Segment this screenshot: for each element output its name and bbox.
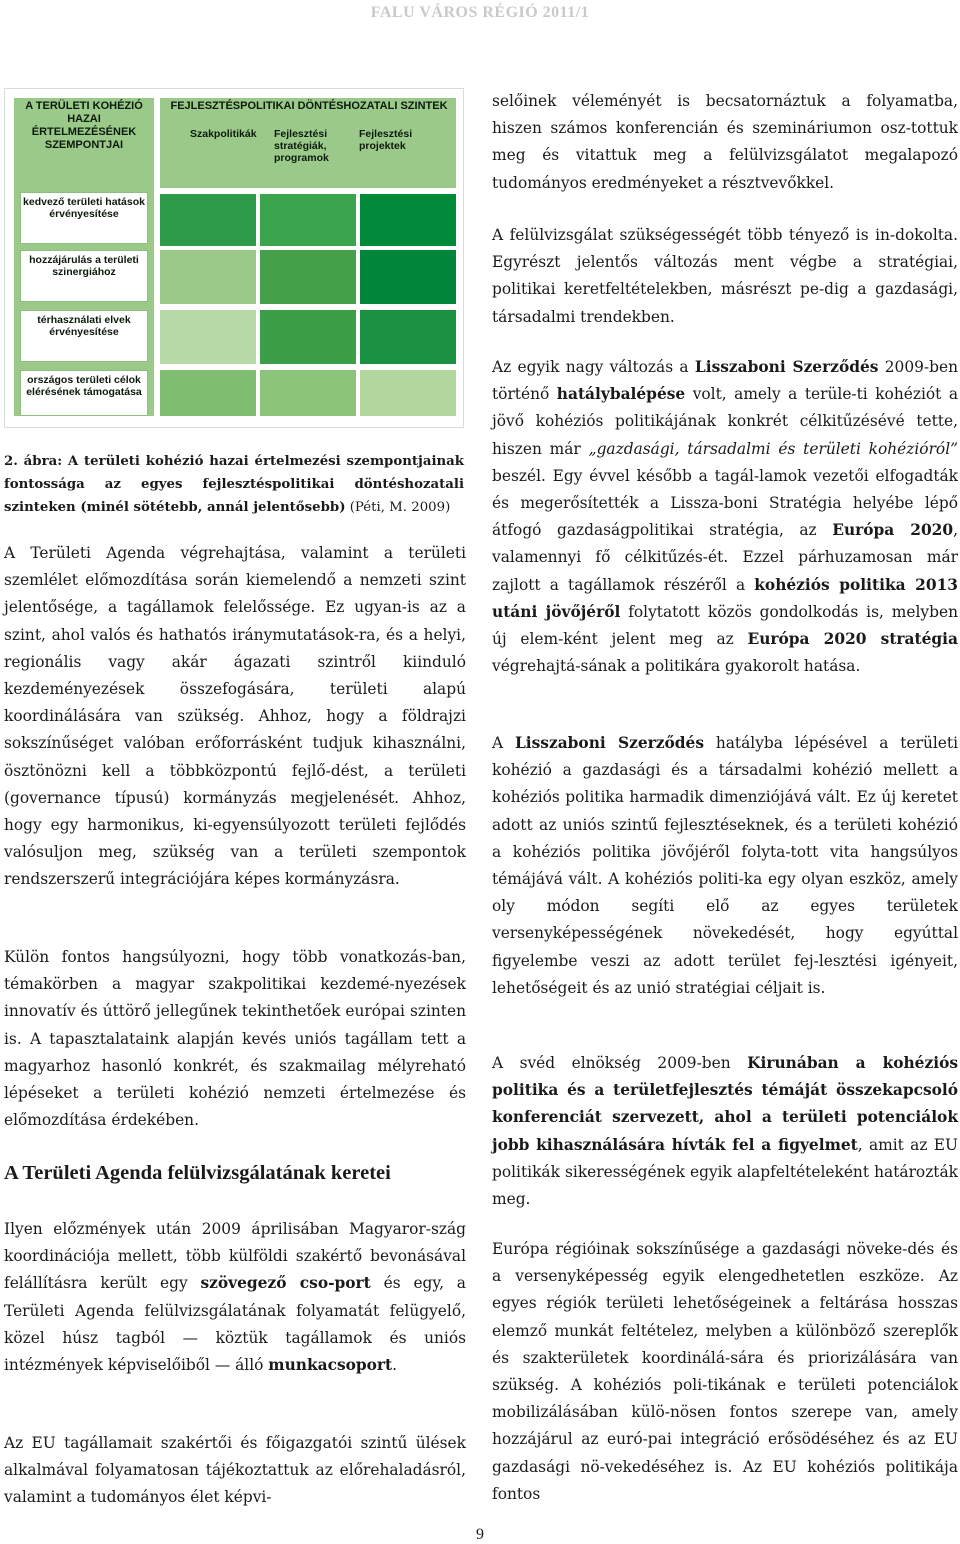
- figure-aspect-1: kedvező területi hatások érvényesítése: [20, 192, 148, 244]
- left-paragraph-2: Külön fontos hangsúlyozni, hogy több vonatkozás-ban, témakörben a magyar szakpolitikai kezdemé-nyezések innovatív és úttörő jellegűnek tekinthetőek európai szinten is. A tapasztalataink alapján kevés uniós tagállam tett a magyarhoz hasonló konkrét, és szakmailag mélyreható lépéseket a területi kohézió nemzeti értelmezése és előmozdítása érdekében.: [4, 948, 466, 1130]
- rp3-quote: „gazdasági, társadalmi és területi kohézióról”: [588, 439, 958, 458]
- rp3-cohesion-future: kohéziós politika 2013 utáni jövőjéről: [492, 575, 958, 621]
- matrix-cell: [160, 194, 256, 246]
- right-column-3: [492, 354, 958, 680]
- figure-level-policies: Szakpolitikák: [190, 128, 257, 140]
- figure-aspect-4: országos területi célok elérésének támogatása: [20, 370, 148, 416]
- rp5-c: , amit az EU politikák sikerességének egyik alapfeltételeként határozták meg.: [492, 1135, 958, 1209]
- rp3-c: 2009-ben történő: [492, 358, 958, 404]
- left-section: [4, 1160, 466, 1186]
- right-paragraph-5: [492, 1050, 958, 1213]
- right-column-4: [492, 730, 958, 1002]
- matrix-cell: [260, 370, 356, 416]
- caption-text: : A területi kohézió hazai értelmezési szempontjainak fontossága az egyes fejlesztéspolitikai döntéshozatali szinteken (minél sötétebb, annál jelentősebb): [4, 454, 465, 515]
- rp3-entry-into-force: hatálybalépése: [556, 385, 686, 404]
- right-paragraph-2: A felülvizsgálat szükségességét több tényező is in-dokolta. Egyrészt jelentős változás ment végbe a stratégiai, politikai keretfeltételekben, másrészt pe-dig a gazdasági, társadalmi trendekben.: [492, 226, 958, 326]
- matrix-cell: [360, 310, 456, 364]
- matrix-cell: [160, 310, 256, 364]
- matrix-cell: [360, 370, 456, 416]
- figure-top-title: FEJLESZTÉSPOLITIKAI DÖNTÉSHOZATALI SZINTEK: [170, 100, 448, 112]
- section-heading: A Területi Agenda felülvizsgálatának keretei: [4, 1162, 391, 1184]
- figure-matrix: [160, 194, 456, 416]
- figure-caption: [4, 450, 464, 519]
- left-p3-text-a: Ilyen előzmények után 2009 áprilisában Magyaror-szág koordinációja mellett, több külföldi szakértő bevonásával felállításra került egy: [4, 1220, 466, 1293]
- rp3-lisbon-treaty: Lisszaboni Szerződés: [694, 358, 879, 376]
- left-paragraph-3: [4, 1216, 466, 1379]
- right-column-6: [492, 1236, 958, 1508]
- matrix-cell: [160, 250, 256, 304]
- figure-level-strategies: Fejlesztési stratégiák, programok: [274, 128, 329, 164]
- right-paragraph-4: [492, 730, 958, 1002]
- matrix-cell: [160, 370, 256, 416]
- left-column: [4, 540, 466, 894]
- matrix-cell: [260, 194, 356, 246]
- right-paragraph-1: selőinek véleményét is becsatornáztuk a folyamatba, hiszen számos konferencián és szemináriumon osz-tottuk meg és vitattuk meg a felülvizsgálatot megalapozó tudományos eredményeket a résztvevőkkel.: [492, 92, 958, 192]
- right-column-5: [492, 1050, 958, 1213]
- right-column: [492, 88, 958, 197]
- left-p3-bold-a: szövegező cso-port: [200, 1274, 371, 1293]
- figure-level-projects: Fejlesztési projektek: [359, 128, 413, 152]
- right-paragraph-3: [492, 354, 958, 680]
- right-paragraph-6: Európa régióinak sokszínűsége a gazdasági növeke-dés és a versenyképesség egyik elengedhetetlen eszköze. Az egyes régiók területi lehetőségeinek a feltárása hosszas elemző munkát feltételez, melyben a különböző szereplők és szakterületek koordinálá-sára és priorizálására van szükség. A kohéziós poli-tikának e területi potenciálok mobilizálásában külö-nösen fontos szerepe van, amely hozzájárul az euró-pai integráció erősödéséhez és az EU gazdasági nö-vekedéséhez is. Az EU kohéziós politikája fontos: [492, 1240, 958, 1503]
- left-column-2: [4, 944, 466, 1134]
- running-header: FALU VÁROS RÉGIÓ 2011/1: [370, 4, 590, 21]
- rp3-e: volt, amely a terüle-ti kohéziót a jövő kohéziós politikájának konkrét célkitűzésévé tette, hiszen már: [492, 385, 959, 458]
- figure-aspect-3: térhasználati elvek érvényesítése: [20, 310, 148, 362]
- rp3-europe-2020-strategy: Európa 2020 stratégia: [747, 630, 958, 649]
- rp5-kiruna: Kirunában a kohéziós politika és a területfejlesztés témáját összekapcsoló konferenciát szervezett, ahol a területi potenciálok jobb kihasználására hívták fel a figyelmet: [492, 1054, 958, 1154]
- rp3-k: folytatott közös gondolkodás is, melyben új elem-ként jelent meg az: [492, 602, 958, 649]
- rp4-lisbon-treaty: Lisszaboni Szerződés: [514, 734, 704, 752]
- figure-aspect-2: hozzájárulás a területi szinergiához: [20, 250, 148, 302]
- rp4-c: hatályba lépésével a területi kohézió a gazdasági és a társadalmi kohézió mellett a kohéziós politika harmadik dimenziójává vált. Ez új keretet adott az uniós szintű fejlesztéseknek, és a területi kohézió a kohéziós politika jövőjéről folyta-tott vita hangsúlyos témájává vált. A kohéziós politi-ka egy olyan eszköz, amely oly módon segíti elő az egyes területek versenyképességének növekedését, hogy egyúttal figyelembe veszi az adott terület fej-lesztési igényeit, lehetőségeit és az unió stratégiai céljait is.: [492, 734, 958, 997]
- figure-cohesion-matrix: [4, 88, 464, 428]
- matrix-cell: [260, 250, 356, 304]
- caption-label: 2. ábra: [4, 454, 58, 469]
- left-paragraph-1: A Területi Agenda végrehajtása, valamint a területi szemlélet előmozdítása során kiemelendő a nemzeti szint jelentősége, a tagállamok felelőssége. Ez ugyan-is az a szint, ahol valós és hathatós iránymutatások-ra, és a helyi, regionális vagy akár ágazati szintről kiinduló kezdeményezések összefogására, területi alapú koordinálására van szükség. Ahhoz, hogy a földrajzi sokszínűséget valóban erőforrásként tudjuk kihasználni, ösztönözni kell a többközpontú fejlő-dést, a területi (governance típusú) kormányzás megjelenését. Ahhoz, hogy egy harmonikus, ki-egyensúlyozott területi fejlődés valósuljon meg, szükség van a területi szempontok rendszerszerű integrációjára képes kormányzásra.: [4, 544, 466, 889]
- caption-source: (Péti, M. 2009): [345, 500, 451, 515]
- rp3-g: beszél. Egy évvel később a tagál-lamok vezetői elfogadták és megerősítették a Lissza-boni Stratégia helyébe lépő átfogó gazdaságpolitikai stratégia, az: [492, 466, 958, 540]
- left-column-4: [4, 1430, 466, 1512]
- left-p3-bold-b: munkacsoport: [268, 1356, 393, 1375]
- left-p3-text-c: .: [392, 1356, 398, 1375]
- rp3-i: , valamennyi fő célkitűzés-ét. Ezzel párhuzamosan már zajlott a tagállamok részéről a: [492, 521, 958, 594]
- rp3-m: végrehajtá-sának a politikára gyakorolt hatása.: [492, 657, 861, 676]
- right-column-2: [492, 222, 958, 331]
- matrix-cell: [260, 310, 356, 364]
- left-column-3: [4, 1216, 466, 1379]
- figure-left-header: A TERÜLETI KOHÉZIÓ HAZAI ÉRTELMEZÉSÉNEK SZEMPONTJAI: [25, 100, 143, 151]
- page-number: 9: [476, 1526, 484, 1543]
- left-p3-text-b: és egy, a Területi Agenda felülvizsgálatának folyamatát felügyelő, közel húsz tagból — köztük tagállamok és uniós intézmények képviselőiből — álló: [4, 1274, 466, 1375]
- rp3-a: Az egyik nagy változás a: [492, 358, 695, 376]
- rp5-a: A svéd elnökség 2009-ben: [492, 1054, 748, 1072]
- rp3-europe-2020: Európa 2020: [832, 521, 954, 540]
- matrix-cell: [360, 194, 456, 246]
- left-paragraph-4: Az EU tagállamait szakértői és főigazgatói szintű ülések alkalmával folyamatosan tájékoztattuk az előrehaladásról, valamint a tudományos élet képvi-: [4, 1434, 466, 1507]
- matrix-cell: [360, 250, 456, 304]
- rp4-a: A: [492, 734, 515, 752]
